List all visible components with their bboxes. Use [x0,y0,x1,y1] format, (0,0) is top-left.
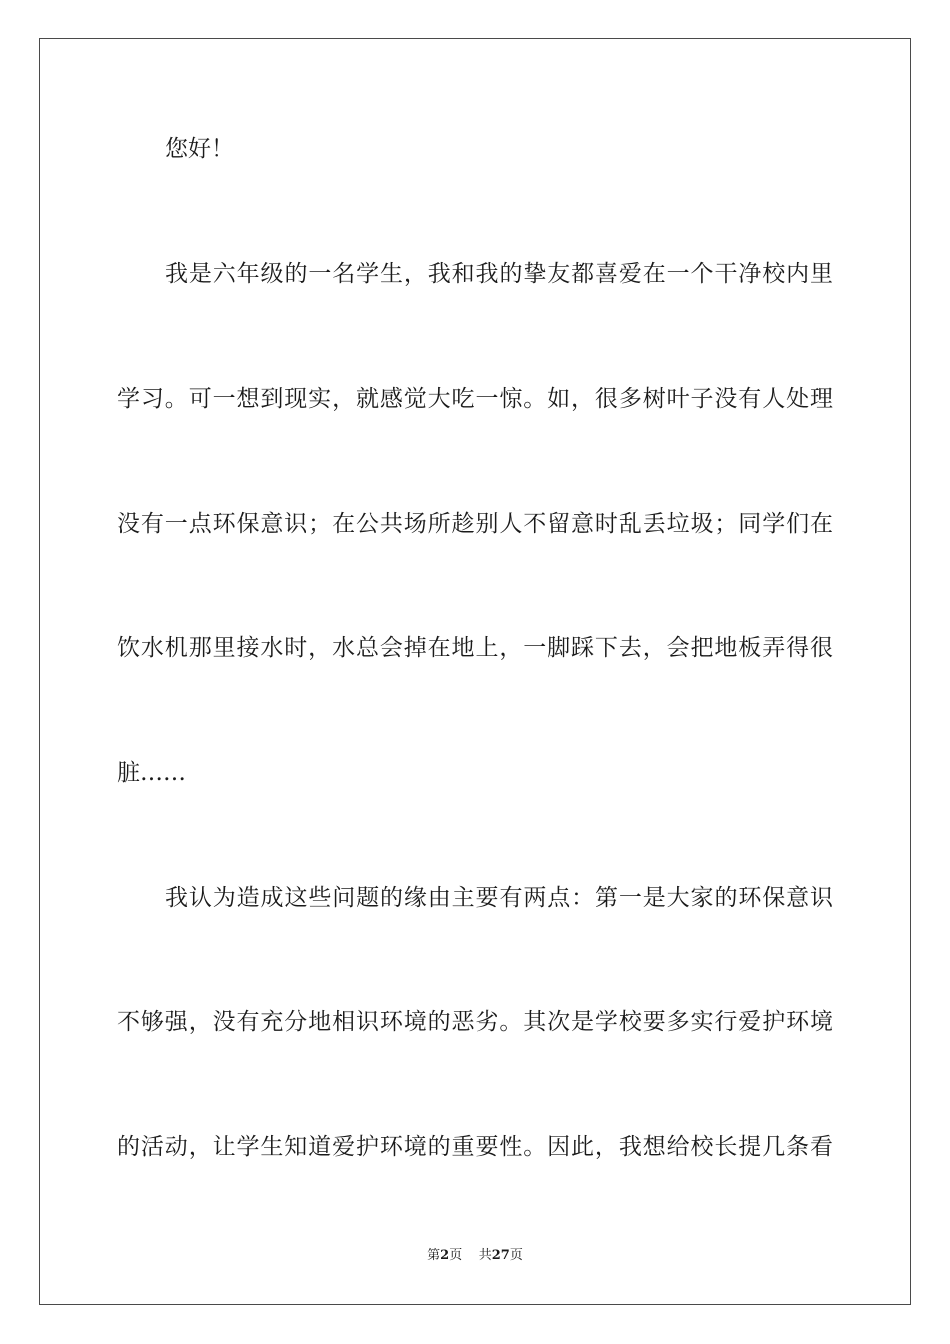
paragraph-line: 我认为造成这些问题的缘由主要有两点：第一是大家的环保意识 [165,885,833,911]
page-suffix: 页 [449,1248,463,1263]
total-suffix: 页 [509,1248,523,1263]
paragraph-line: 的活动，让学生知道爱护环境的重要性。因此，我想给校长提几条看 [117,1134,833,1160]
paragraph-line: 学习。可一想到现实，就感觉大吃一惊。如，很多树叶子没有人处理 [117,386,833,412]
page-prefix: 第 [427,1248,441,1263]
paragraph-line: 脏…… [117,760,186,786]
paragraph-line: 饮水机那里接水时，水总会掉在地上，一脚踩下去，会把地板弄得很 [117,635,833,661]
total-pages: 27 [491,1248,510,1263]
paragraph-line: 我是六年级的一名学生，我和我的挚友都喜爱在一个干净校内里 [165,261,833,287]
page-footer [0,1247,950,1265]
page-border [39,38,911,1305]
page-number: 2 [440,1248,450,1263]
paragraph-line: 不够强，没有充分地相识环境的恶劣。其次是学校要多实行爱护环境 [117,1009,833,1035]
salutation: 您好！ [165,136,234,162]
paragraph-line: 没有一点环保意识；在公共场所趁别人不留意时乱丢垃圾；同学们在 [117,511,833,537]
total-prefix: 共 [478,1248,492,1263]
